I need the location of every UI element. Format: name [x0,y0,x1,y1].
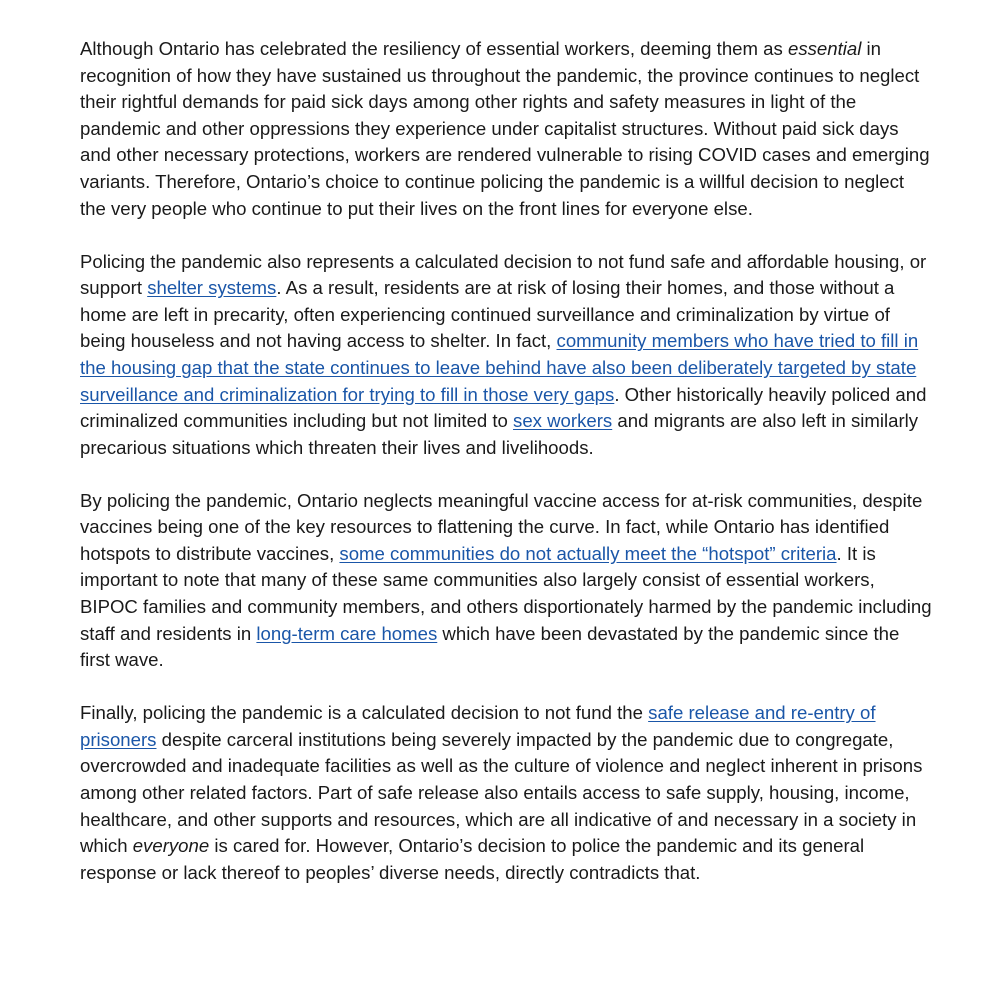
text-run: is cared for. However, Ontario’s decision to police the pandemic and its general response or lack thereof to peoples’ diverse needs, directly contradicts that. [80,835,865,883]
text-run: which have been devastated by the pandemic since the first wave. [80,622,900,671]
link-safe-release-prisoners[interactable]: safe release and re-entry of prisoners [80,702,876,750]
text-run: . As a result, residents are at risk of losing their homes, and those without a home are left in precarity, often experiencing continued surveillance and criminalization by virtue of being houseless and not having access to shelter. In fact, [80,277,895,352]
text-run: in recognition of how they have sustained us throughout the pandemic, the province continues to neglect their rightful demands for paid sick days among other rights and safety measures in light of the pandemic and other oppressions they experience under capitalist structures. Without paid sick days and other necessary protections, workers are rendered vulnerable to rising COVID cases and emerging variants. Therefore, Ontario’s choice to continue policing the pandemic is a willful decision to neglect the very people who continue to put their lives on the front lines for everyone else. [80,38,930,219]
link-hotspot-criteria[interactable]: some communities do not actually meet the “hotspot” criteria [339,542,837,564]
text-run: By policing the pandemic, Ontario neglects meaningful vaccine access for at-risk communities, despite vaccines being one of the key resources to flattening the curve. In fact, while Ontario has identified hotspots to distribute vaccines, [80,489,923,564]
text-run: . It is important to note that many of these same communities also largely consist of essential workers, BIPOC families and community members, and others disportionately harmed by the pandemic including staff and residents in [80,542,932,644]
paragraph-prisoners [80,700,932,886]
link-sex-workers[interactable]: sex workers [513,410,613,432]
text-run: . Other historically heavily policed and criminalized communities including but not limited to [80,383,927,432]
text-run: Finally, policing the pandemic is a calculated decision to not fund the [80,702,649,724]
document-body [80,36,932,913]
paragraph-housing [80,249,932,462]
emphasis-everyone: everyone [132,835,210,857]
link-community-members-targeted[interactable]: community members who have tried to fill in the housing gap that the state continues to leave behind have also been deliberately targeted by state surveillance and criminalization for trying to fill in those very gaps [80,330,919,405]
paragraph-essential-workers [80,36,932,222]
text-run: and migrants are also left in similarly precarious situations which threaten their lives and livelihoods. [80,410,919,458]
link-shelter-systems[interactable]: shelter systems [147,277,277,299]
text-run: Although Ontario has celebrated the resiliency of essential workers, deeming them as [80,38,788,59]
link-long-term-care-homes[interactable]: long-term care homes [256,622,438,644]
paragraph-vaccine-access [80,488,932,674]
emphasis-essential: essential [787,38,862,59]
text-run: despite carceral institutions being severely impacted by the pandemic due to congregate, overcrowded and inadequate facilities as well as the culture of violence and neglect inherent in prisons among other related factors. Part of safe release also entails access to safe supply, housing, income, healthcare, and other supports and resources, which are all indicative of and necessary in a society in which [80,728,923,857]
text-run: Policing the pandemic also represents a calculated decision to not fund safe and affordable housing, or support [80,250,927,299]
